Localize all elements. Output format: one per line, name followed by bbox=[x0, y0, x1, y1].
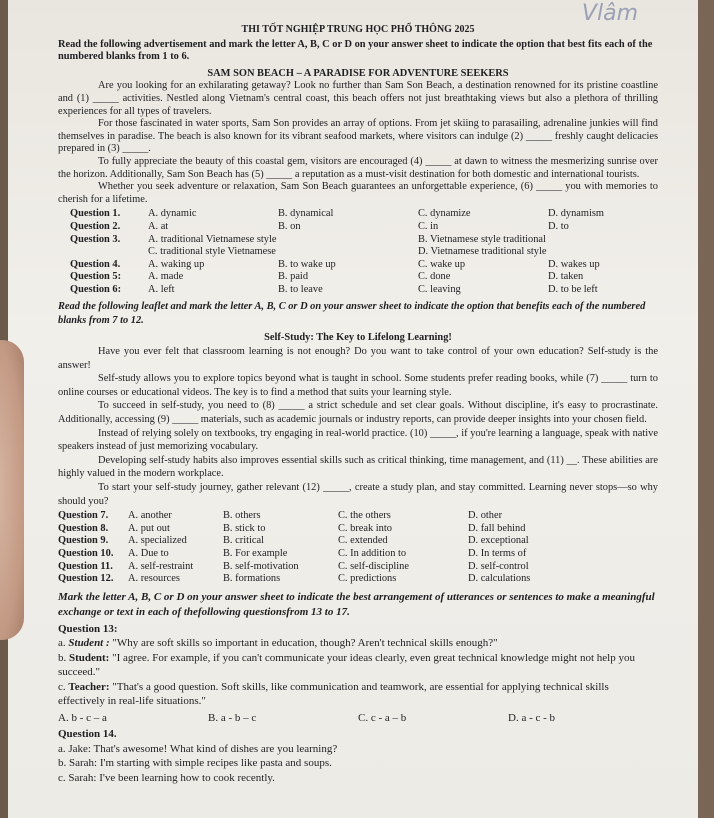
option-b[interactable]: B. dynamical bbox=[278, 208, 334, 220]
option-d[interactable]: D. fall behind bbox=[468, 522, 526, 534]
option-c[interactable]: C. wake up bbox=[418, 258, 466, 270]
passage2-paragraph: Self-study allows you to explore topics beyond what is taught in school. Some students prefer reading books, while (7) _____ turn to online courses or educational videos. The key is to find a method that suits your learning style. bbox=[58, 373, 658, 398]
passage1-paragraph: Whether you seek adventure or relaxation, Sam Son Beach guarantees an unforgettable experience, (6) _____ you with memories to cherish for a lifetime. bbox=[58, 181, 658, 205]
option-d[interactable]: D. Vietnamese traditional style bbox=[418, 246, 547, 258]
exam-title: THI TỐT NGHIỆP TRUNG HỌC PHỔ THÔNG 2025 bbox=[241, 24, 475, 35]
option-c[interactable]: C. the others bbox=[338, 510, 391, 522]
option-b[interactable]: B. For example bbox=[223, 547, 288, 559]
question-13-options bbox=[58, 711, 658, 726]
option-a[interactable]: A. traditional Vietnamese style bbox=[148, 233, 277, 245]
option-a[interactable]: A. self-restraint bbox=[128, 560, 194, 572]
option-d[interactable]: D. to be left bbox=[548, 283, 598, 295]
utterance-b: b. Student: "I agree. For example, if you can't communicate your ideas clearly, even great technical knowledge might not help you succeed." bbox=[58, 651, 635, 679]
option-a[interactable]: A. Due to bbox=[128, 547, 169, 559]
option-c[interactable]: C. leaving bbox=[418, 283, 461, 295]
passage2-paragraph: To start your self-study journey, gather relevant (12) _____, create a study plan, and stay committed. Learning never stops—so why should you? bbox=[58, 482, 658, 507]
passage2-paragraph: Have you ever felt that classroom learning is not enough? Do you want to take control of your own education? Self-study is the answer! bbox=[58, 346, 658, 371]
option-b[interactable]: B. paid bbox=[278, 271, 309, 283]
passage1-title: SAM SON BEACH – A PARADISE FOR ADVENTURE SEEKERS bbox=[207, 67, 509, 79]
option-c[interactable]: C. predictions bbox=[338, 573, 397, 585]
utterance-b: b. Sarah: I'm starting with simple recipes like pasta and soups. bbox=[58, 757, 332, 770]
option-c[interactable]: C. dynamize bbox=[418, 208, 471, 220]
part3-instruction: Mark the letter A, B, C or D on your answer sheet to indicate the best arrangement of utterances or sentences to make a meaningful exchange or text in each of thefollowing questionsfrom 13 to 17. bbox=[58, 590, 655, 618]
option-a[interactable]: A. made bbox=[148, 271, 184, 283]
passage2-paragraph: To succeed in self-study, you need to (8) _____ a strict schedule and set clear goals. Without discipline, it's easy to procrastinate. Additionally, accessing (9) _____ materials, such as academic journals or industry reports, can provide deeper insights into your chosen field. bbox=[58, 400, 658, 426]
option-a[interactable]: A. specialized bbox=[128, 535, 187, 547]
question-label: Question 1. bbox=[70, 208, 121, 220]
option-b[interactable]: B. to wake up bbox=[278, 258, 336, 270]
option-c[interactable]: C. done bbox=[418, 271, 451, 283]
question-label: Question 10. bbox=[58, 547, 114, 559]
question-label: Question 8. bbox=[58, 522, 109, 534]
passage2-paragraph: Developing self-study habits also improves essential skills such as critical thinking, time management, and (11) __. These abilities are highly valued in the modern workplace. bbox=[58, 454, 658, 480]
option-b[interactable]: B. Vietnamese style traditional bbox=[418, 233, 546, 245]
option-d[interactable]: D. taken bbox=[548, 271, 584, 283]
option-a[interactable]: A. left bbox=[148, 283, 175, 295]
option-d[interactable]: D. exceptional bbox=[468, 535, 529, 547]
option-c[interactable]: C. break into bbox=[338, 522, 392, 534]
question-label: Question 7. bbox=[58, 510, 109, 522]
option-a[interactable]: A. resources bbox=[128, 573, 180, 585]
question-label: Question 4. bbox=[70, 258, 121, 270]
option-a[interactable]: A. b - c – a bbox=[58, 711, 107, 724]
passage2-title: Self-Study: The Key to Lifelong Learning! bbox=[264, 332, 452, 344]
option-d[interactable]: D. calculations bbox=[468, 573, 531, 585]
question-label: Question 12. bbox=[58, 573, 114, 585]
part2-instruction: Read the following leaflet and mark the letter A, B, C or D on your answer sheet to indicate the option that benefits each of the numbered blanks from 7 to 12. bbox=[58, 301, 646, 327]
option-b[interactable]: B. stick to bbox=[223, 522, 266, 534]
questions-7-12 bbox=[58, 510, 658, 586]
question-label: Question 5: bbox=[70, 271, 122, 283]
question-label: Question 14. bbox=[58, 728, 117, 741]
question-label: Question 9. bbox=[58, 535, 109, 547]
handwritten-name: Vlâm bbox=[581, 1, 638, 26]
option-d[interactable]: D. other bbox=[468, 510, 503, 522]
option-d[interactable]: D. dynamism bbox=[548, 208, 604, 220]
option-a[interactable]: A. waking up bbox=[148, 258, 205, 270]
option-b[interactable]: B. on bbox=[278, 220, 301, 232]
option-b[interactable]: B. others bbox=[223, 510, 261, 522]
option-b[interactable]: B. to leave bbox=[278, 283, 323, 295]
option-b[interactable]: B. critical bbox=[223, 535, 264, 547]
option-d[interactable]: D. wakes up bbox=[548, 258, 600, 270]
option-c[interactable]: C. self-discipline bbox=[338, 560, 409, 572]
option-b[interactable]: B. self-motivation bbox=[223, 560, 299, 572]
option-d[interactable]: D. to bbox=[548, 220, 569, 232]
question-label: Question 2. bbox=[70, 220, 121, 232]
passage2 bbox=[58, 345, 658, 508]
question-14 bbox=[58, 727, 658, 785]
option-a[interactable]: A. at bbox=[148, 220, 169, 232]
utterance-a: a. Student : "Why are soft skills so important in education, though? Aren't technical skills enough?" bbox=[58, 637, 498, 650]
thumb bbox=[0, 340, 24, 640]
option-a[interactable]: A. dynamic bbox=[148, 208, 197, 220]
option-d[interactable]: D. self-control bbox=[468, 560, 529, 572]
part1-instruction: Read the following advertisement and mark the letter A, B, C or D on your answer sheet to indicate the option that best fits each of the numbered blanks from 1 to 6. bbox=[58, 38, 653, 63]
option-c[interactable]: C. traditional style Vietnamese bbox=[148, 246, 276, 258]
utterance-c: c. Teacher: "That's a good question. Soft skills, like communication and teamwork, are essential for applying technical skills effectively in real-life situations." bbox=[58, 680, 609, 708]
passage1 bbox=[58, 80, 658, 206]
option-b[interactable]: B. a - b – c bbox=[208, 711, 257, 724]
option-c[interactable]: C. c - a – b bbox=[358, 711, 407, 724]
passage1-paragraph: Are you looking for an exhilarating getaway? Look no further than Sam Son Beach, a destination renowned for its pristine coastline and (1) _____ activities. Nestled along Vietnam's central coast, this beach offers not just breathtaking views but also a plethora of thrilling experiences for all types of travelers. bbox=[58, 80, 658, 117]
option-a[interactable]: A. another bbox=[128, 510, 172, 522]
questions-1-6 bbox=[70, 208, 658, 296]
question-label: Question 11. bbox=[58, 560, 113, 572]
option-c[interactable]: C. in bbox=[418, 220, 439, 232]
option-c[interactable]: C. In addition to bbox=[338, 547, 407, 559]
passage1-paragraph: For those fascinated in water sports, Sam Son provides an array of options. From jet skiing to parasailing, adrenaline junkies will find themselves in paradise. The beach is also known for its vibrant seafood markets, where visitors can indulge (2) _____ freshly caught delicacies prepared in (3) _____. bbox=[58, 118, 658, 155]
option-c[interactable]: C. extended bbox=[338, 535, 388, 547]
utterance-c: c. Sarah: I've been learning how to cook recently. bbox=[58, 771, 275, 784]
question-label: Question 6: bbox=[70, 283, 122, 295]
question-13 bbox=[58, 622, 658, 726]
option-b[interactable]: B. formations bbox=[223, 573, 281, 585]
option-d[interactable]: D. In terms of bbox=[468, 547, 527, 559]
option-a[interactable]: A. put out bbox=[128, 522, 170, 534]
question-label: Question 3. bbox=[70, 233, 121, 245]
passage1-paragraph: To fully appreciate the beauty of this coastal gem, visitors are encouraged (4) _____ at dawn to witness the mesmerizing sunrise over the horizon. Additionally, Sam Son Beach has (5) _____ a reputation as a must-visit destination for both domestic and international tourists. bbox=[58, 155, 658, 180]
utterance-a: a. Jake: That's awesome! What kind of dishes are you learning? bbox=[58, 742, 338, 755]
exam-paper bbox=[8, 0, 698, 818]
passage2-paragraph: Instead of relying solely on textbooks, try engaging in real-world practice. (10) _____, if you're learning a language, speak with native speakers instead of just memorizing vocabulary. bbox=[58, 427, 658, 453]
question-label: Question 13: bbox=[58, 622, 118, 635]
option-d[interactable]: D. a - c - b bbox=[508, 711, 556, 724]
